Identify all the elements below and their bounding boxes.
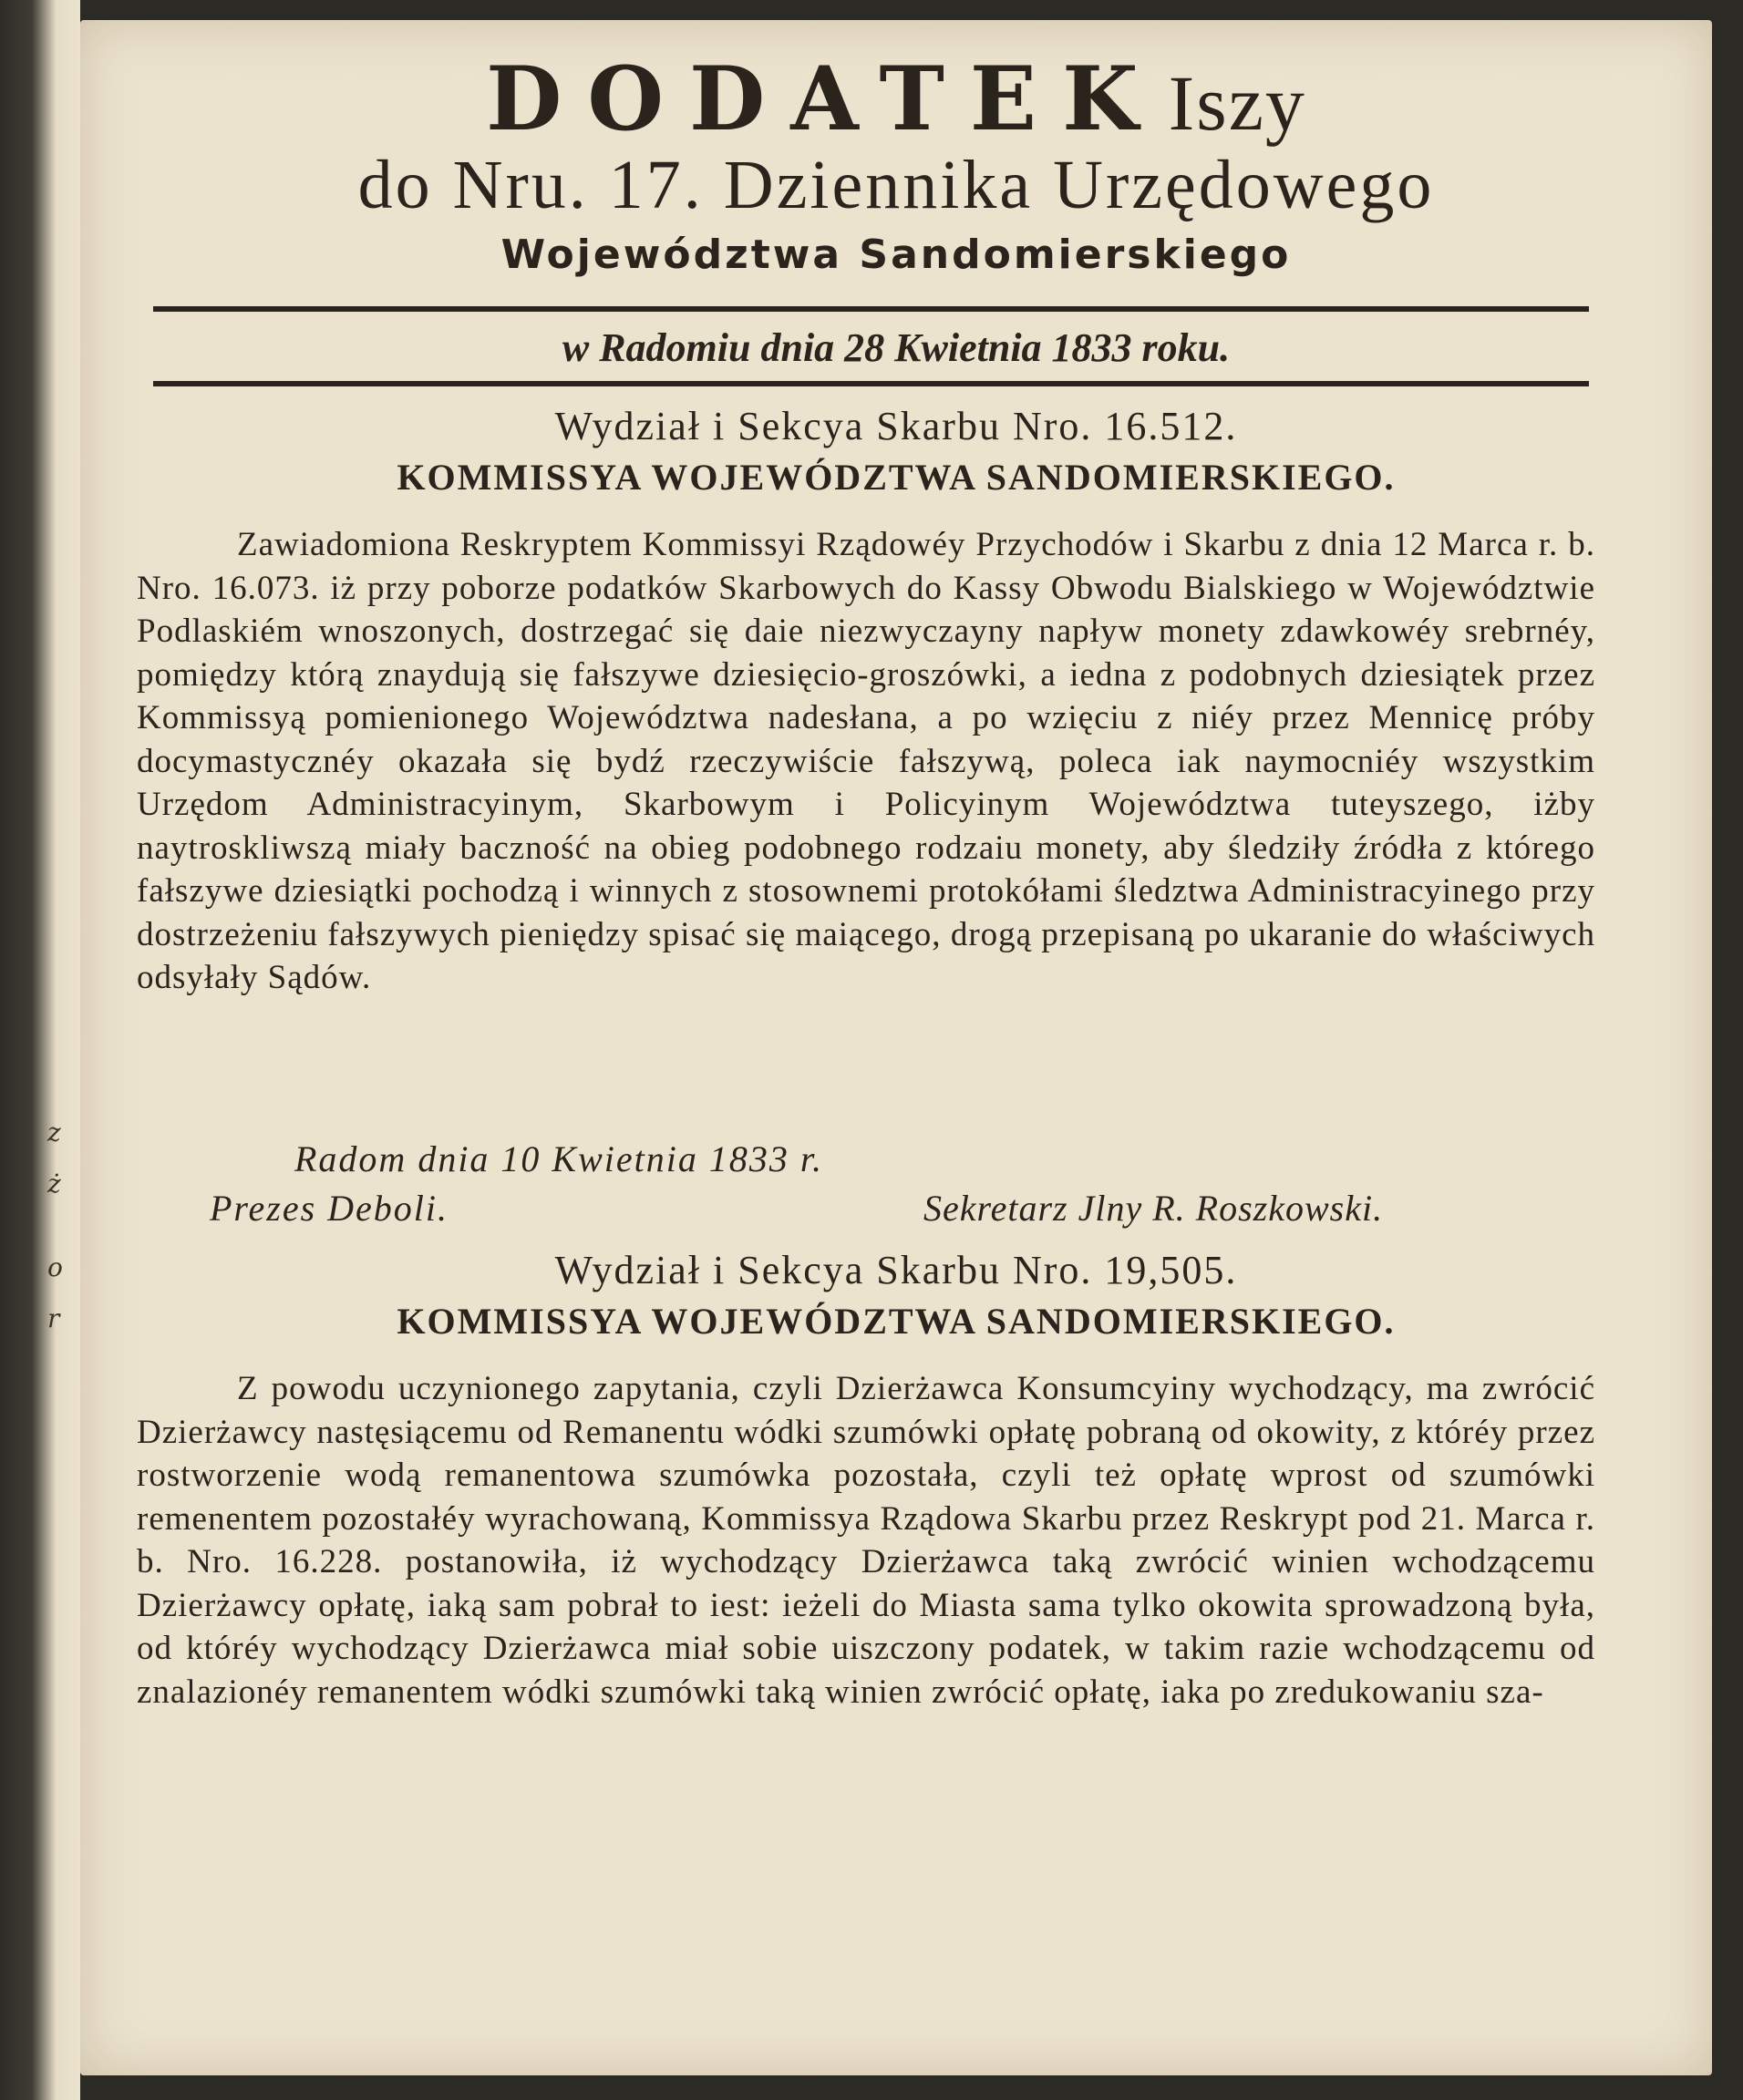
bottom-rule — [153, 381, 1589, 386]
margin-mark: ż — [47, 1168, 61, 1199]
margin-mark: o — [47, 1252, 63, 1282]
title-suffix: Iszy — [1168, 59, 1306, 147]
section1-sign-date: Radom dnia 10 Kwietnia 1833 r. — [294, 1138, 824, 1179]
section1-header: Wydział i Sekcya Skarbu Nro. 16.512. — [554, 404, 1238, 448]
margin-mark: z — [47, 1117, 61, 1148]
top-rule — [153, 306, 1589, 312]
section2-header: Wydział i Sekcya Skarbu Nro. 19,505. — [554, 1248, 1238, 1292]
section1-sign-sekretarz: Sekretarz Jlny R. Roszkowski. — [923, 1188, 1384, 1229]
document-page — [80, 20, 1712, 2075]
section2-body: Z powodu uczynionego zapytania, czyli Dzierżawca Konsumcyiny wychodzący, ma zwrócić Dzierżawcy nastęsiącemu od Remanentu wódki szumówki opłatę pobraną od okowity, z któréy przez rostworzenie wodą remanentowa szumówka pozostała, czyli też opłatę wprost od szumówki remenentem pozostałéy wyrachowaną, Kommissya Rządowa Skarbu przez Reskrypt pod 21. Marca r. b. Nro. 16.228. postanowiła, iż wychodzący Dzierżawca taką zwrócić winien wchodzącemu Dzierżawcy opłatę, iaką sam pobrał to iest: ieżeli do Miasta sama tylko okowita sprowadzoną była, od któréy wychodzący Dzierżawca miał sobie uiszczony podatek, w takim razie wchodzącemu od znalazionéy remanentem wódki szumówki taką winien zwrócić opłatę, iaka po zredukowaniu sza- — [137, 1370, 1595, 1711]
masthead-title — [80, 47, 1712, 150]
masthead-region: Województwa Sandomierskiego — [500, 232, 1292, 278]
title-main: DODATEK — [486, 47, 1164, 150]
masthead-subtitle: do Nru. 17. Dziennika Urzędowego — [357, 147, 1435, 223]
section1-body: Zawiadomiona Reskryptem Kommissyi Rządowéy Przychodów i Skarbu z dnia 12 Marca r. b. Nro. 16.073. iż przy poborze podatków Skarbowych do Kassy Obwodu Bialskiego w Województwie Podlaskiém wnoszonych, dostrzegać się daie niezwyczayny napływ monety zdawkowéy srebrnéy, pomiędzy którą znaydują się fałszywe dziesięcio-groszówki, a iedna z podobnych dziesiątek przez Kommissyą pomienionego Województwa nadesłana, a po wzięciu z niéy przez Mennicę próby docymastycznéy okazała się bydź rzeczywiście fałszywą, poleca iak naymocniéy wszystkim Urzędom Administracyinym, Skarbowym i Policyinym Województwa tuteyszego, iżby naytroskliwszą miały baczność na obieg podobnego rodzaiu monety, aby śledziły źródła z którego fałszywe dziesiątki pochodzą i winnych z stosownemi protokółami śledztwa Administracyinego przy dostrzeżeniu fałszywych pieniędzy spisać się maiącego, drogą przepisaną po ukaranie do właściwych odsyłały Sądów. — [137, 526, 1595, 996]
binding-edge — [0, 0, 80, 2100]
section1-authority: KOMMISSYA WOJEWÓDZTWA SANDOMIERSKIEGO. — [397, 457, 1396, 498]
section1-sign-prezes: Prezes Deboli. — [210, 1188, 449, 1229]
margin-mark: r — [47, 1303, 60, 1333]
dateline: w Radomiu dnia 28 Kwietnia 1833 roku. — [562, 325, 1231, 370]
section2-authority: KOMMISSYA WOJEWÓDZTWA SANDOMIERSKIEGO. — [397, 1301, 1396, 1342]
